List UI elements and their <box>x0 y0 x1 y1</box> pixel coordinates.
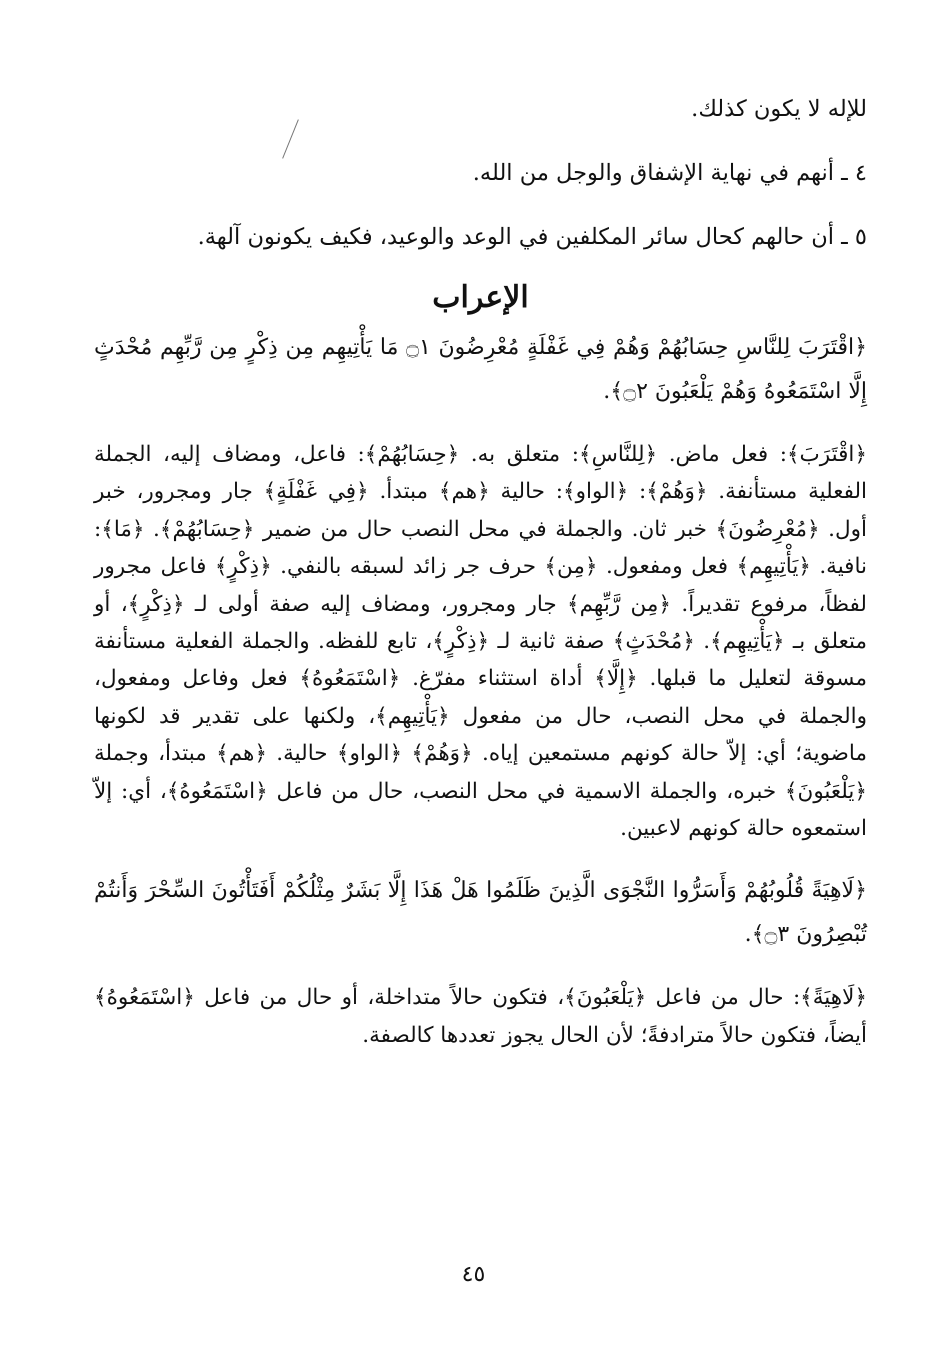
list-item-5: ٥ ـ أن حالهم كحال سائر المكلفين في الوعد والوعيد، فكيف يكونون آلهة. <box>197 224 867 250</box>
page-number: ٤٥ <box>461 1262 486 1287</box>
quran-verse-2: ﴿لَاهِيَةً قُلُوبُهُمْ وَأَسَرُّوا النَّجْوَى الَّذِينَ ظَلَمُوا هَلْ هَذَا إِلَّا بَشَرٌ مِثْلُكُمْ أَفَتَأْتُونَ السِّحْرَ وَأَنتُمْ تُبْصِرُونَ ۝٣﴾. <box>94 878 867 948</box>
text-line-1: للإله لا يكون كذلك. <box>691 96 867 122</box>
section-heading: الإعراب <box>432 280 529 315</box>
grammar-analysis-1: ﴿اقْتَرَبَ﴾: فعل ماض. ﴿لِلنَّاسِ﴾: متعلق به. ﴿حِسَابُهُمْ﴾: فاعل، ومضاف إليه، الجملة الفعلية مستأنفة. ﴿وَهُمْ﴾: ﴿الواو﴾: حالية ﴿هم﴾ مبتدأ. ﴿فِي غَفْلَةٍ﴾ جار ومجرور، خبر أول. ﴿مُعْرِضُونَ﴾ خبر ثان. والجملة في محل النصب حال من ضمير ﴿حِسَابُهُمْ﴾. ﴿مَا﴾: نافية. ﴿يَأْتِيهِم﴾ فعل ومفعول. ﴿مِن﴾ حرف جر زائد لسبقه بالنفي. ﴿ذِكْرٍ﴾ فاعل مجرور لفظاً، مرفوع تقديراً. ﴿مِن رَّبِّهِم﴾ جار ومجرور، ومضاف إليه صفة أولى لـ ﴿ذِكْرٍ﴾، أو متعلق بـ ﴿يَأْتِيهِم﴾. ﴿مُحْدَثٍ﴾ صفة ثانية لـ ﴿ذِكْرٍ﴾، تابع للفظه. والجملة الفعلية مستأنفة مسوقة لتعليل ما قبلها. ﴿إِلَّا﴾ أداة استثناء مفرّغ. ﴿اسْتَمَعُوهُ﴾ فعل وفاعل ومفعول، والجملة في محل النصب، حال من مفعول ﴿يَأْتِيهِم﴾، ولكنها على تقدير قد لكونها ماضوية؛ أي: إلاّ حالة كونهم مستمعين إياه. ﴿وَهُمْ﴾ ﴿الواو﴾ حالية. ﴿هم﴾ مبتدأ، وجملة ﴿يَلْعَبُونَ﴾ خبره، والجملة الاسمية في محل النصب، حال من فاعل ﴿اسْتَمَعُوهُ﴾، أي: إلاّ استمعوه حالة كونهم لاعبين. <box>94 442 867 842</box>
grammar-analysis-2: ﴿لَاهِيَةً﴾: حال من فاعل ﴿يَلْعَبُونَ﴾، فتكون حالاً متداخلة، أو حال من فاعل ﴿اسْتَمَعُوهُ﴾ أيضاً، فتكون حالاً مترادفةً؛ لأن الحال يجوز تعددها كالصفة. <box>94 985 867 1048</box>
list-item-4: ٤ ـ أنهم في نهاية الإشفاق والوجل من الله. <box>472 160 867 186</box>
quran-verse-1: ﴿اقْتَرَبَ لِلنَّاسِ حِسَابُهُمْ وَهُمْ فِي غَفْلَةٍ مُعْرِضُونَ ۝١ مَا يَأْتِيهِم مِن ذِكْرٍ مِن رَّبِّهِم مُحْدَثٍ إِلَّا اسْتَمَعُوهُ وَهُمْ يَلْعَبُونَ ۝٢﴾. <box>94 335 867 404</box>
